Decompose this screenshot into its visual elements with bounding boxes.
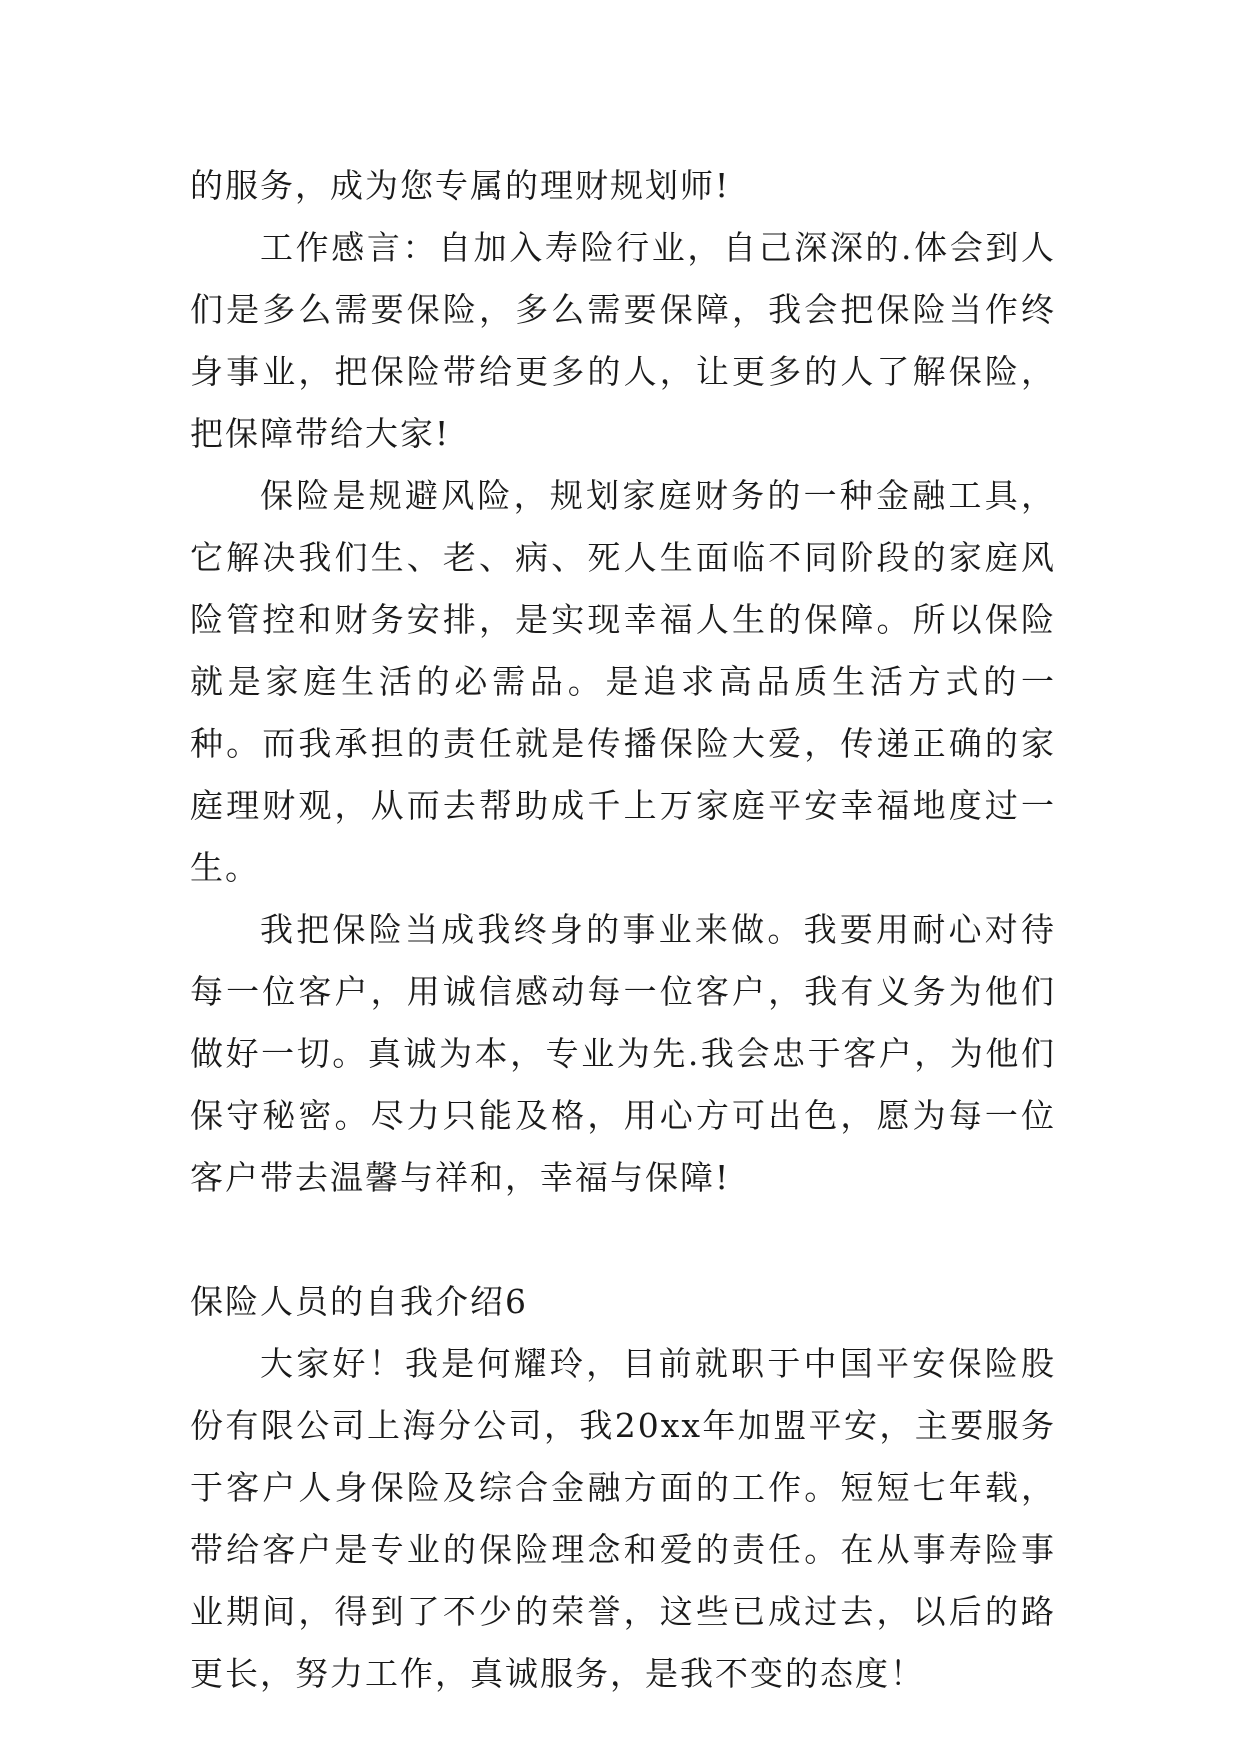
section-heading: 保险人员的自我介绍6	[190, 1282, 528, 1321]
paragraph-career-commitment: 我把保险当成我终身的事业来做。我要用耐心对待每一位客户，用诚信感动每一位客户，我有义务为他们做好一切。真诚为本，专业为先.我会忠于客户，为他们保守秘密。尽力只能及格，用心方可出色，愿为每一位客户带去温馨与祥和，幸福与保障!	[190, 910, 1056, 1197]
paragraph-continuation: 的服务，成为您专属的理财规划师!	[190, 166, 731, 205]
document-body	[190, 155, 1056, 1705]
paragraph-work-reflection: 工作感言：自加入寿险行业，自己深深的.体会到人们是多么需要保险，多么需要保障，我会把保险当作终身事业，把保险带给更多的人，让更多的人了解保险，把保障带给大家!	[190, 228, 1056, 453]
paragraph-self-introduction: 大家好！我是何耀玲，目前就职于中国平安保险股份有限公司上海分公司，我20xx年加盟平安，主要服务于客户人身保险及综合金融方面的工作。短短七年载，带给客户是专业的保险理念和爱的责任。在从事寿险事业期间，得到了不少的荣誉，这些已成过去，以后的路更长，努力工作，真诚服务，是我不变的态度！	[190, 1344, 1056, 1693]
section-spacer	[190, 1209, 1056, 1271]
paragraph-insurance-purpose: 保险是规避风险，规划家庭财务的一种金融工具，它解决我们生、老、病、死人生面临不同阶段的家庭风险管控和财务安排，是实现幸福人生的保障。所以保险就是家庭生活的必需品。是追求高品质生活方式的一种。而我承担的责任就是传播保险大爱，传递正确的家庭理财观，从而去帮助成千上万家庭平安幸福地度过一生。	[190, 476, 1056, 887]
